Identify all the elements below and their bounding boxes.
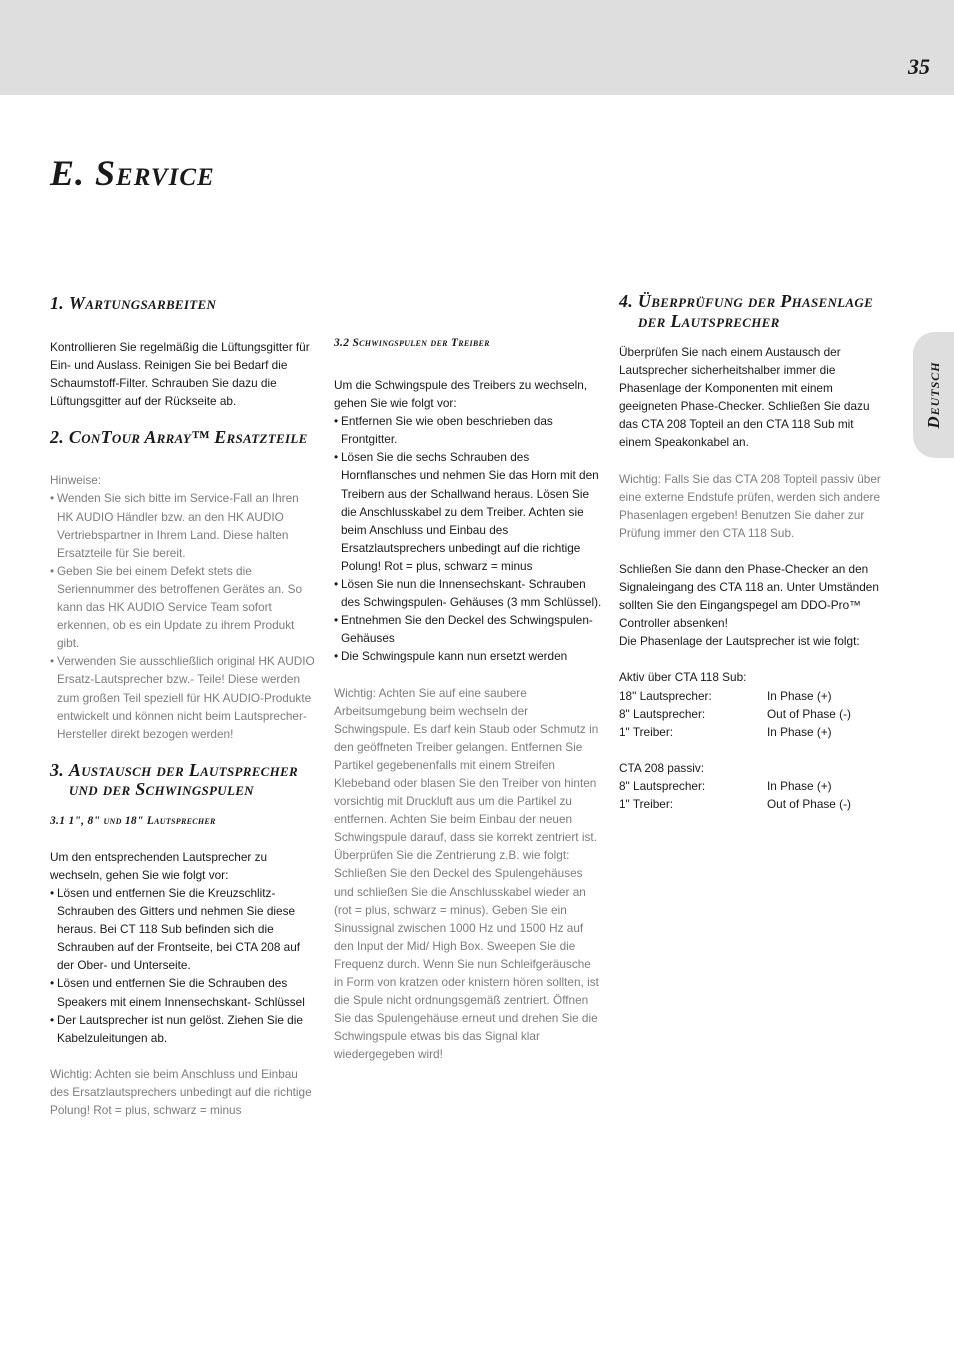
passive-phase-label: CTA 208 passiv: xyxy=(619,760,705,775)
section-3-1-steps xyxy=(50,884,318,1047)
table-row xyxy=(619,705,851,723)
section-4-title: Überprüfung der Phasenlage der Lautsprecher xyxy=(637,291,874,331)
section-4-heading xyxy=(619,292,887,331)
passive-phase-table xyxy=(619,777,851,813)
column-1 xyxy=(50,294,318,1119)
section-4-body-2: Schließen Sie dann den Phase-Checker an den Signaleingang des CTA 118 an. Unter Umständen sollten Sie den Eingangspegel am DDO-Pro™ Controller absenken! xyxy=(619,561,879,631)
list-item: • Wenden Sie sich bitte im Service-Fall an Ihren HK AUDIO Händler bzw. an den HK AUDIO Vertriebspartner in Ihrem Land. Diese halten Ersatzteile für Sie bereit. xyxy=(50,489,318,561)
list-item: • Verwenden Sie ausschließlich original HK AUDIO Ersatz-Lautsprecher bzw.- Teile! Diese werden zum großen Teil speziell für HK AUDIO-Produkte entwickelt und können nicht beim Lautsprecher-Hersteller direkt bezogen werden! xyxy=(50,652,318,742)
section-2-number: 2. xyxy=(50,426,65,447)
section-3-title: Austausch der Lautsprecher und der Schwingspulen xyxy=(68,759,299,800)
section-1-heading xyxy=(50,294,318,314)
section-4-warning: Wichtig: Falls Sie das CTA 208 Topteil passiv über eine externe Endstufe prüfen, werden sich andere Phasenlagen ergeben! Benutzen Sie daher zur Prüfung immer den CTA 118 Sub. xyxy=(619,471,881,540)
list-item: • Geben Sie bei einem Defekt stets die Seriennummer des betroffenen Gerätes an. So kann das HK AUDIO Service Team sofort erkennen, ob es ein Update zu ihrem Produkt gibt. xyxy=(50,562,318,652)
speaker-phase: In Phase (+) xyxy=(767,688,832,703)
section-3-2-steps xyxy=(334,412,602,665)
speaker-phase: In Phase (+) xyxy=(767,724,832,739)
speaker-phase: Out of Phase (-) xyxy=(767,796,851,811)
speaker-name: 8" Lautsprecher: xyxy=(619,706,706,721)
speaker-name: 8" Lautsprecher: xyxy=(619,778,706,793)
list-item: • Entfernen Sie wie oben beschrieben das Frontgitter. xyxy=(334,412,602,448)
page-title: E. Service xyxy=(50,153,215,193)
section-1-number: 1. xyxy=(50,293,65,313)
section-2-title: ConTour Array™ Ersatzteile xyxy=(68,426,308,447)
list-item: • Der Lautsprecher ist nun gelöst. Ziehen Sie die Kabelzuleitungen ab. xyxy=(50,1011,318,1047)
speaker-name: 18" Lautsprecher: xyxy=(619,688,712,703)
list-item: • Lösen Sie nun die Innensechskant- Schrauben des Schwingspulen- Gehäuses (3 mm Schlüssel). xyxy=(334,575,602,611)
section-3-heading xyxy=(50,761,318,800)
section-3-1-warning: Wichtig: Achten sie beim Anschluss und Einbau des Ersatzlautsprechers unbedingt auf die richtige Polung! Rot = plus, schwarz = minus xyxy=(50,1066,312,1117)
list-item: • Lösen Sie die sechs Schrauben des Hornflansches und nehmen Sie das Horn mit den Treibern aus der Schallwand heraus. Lösen Sie die Anschlusskabel zu dem Treiber. Achten sie beim Anschluss und Einbau des Ersatzlautsprechers unbedingt auf die richtige Polung! Rot = plus, schwarz = minus xyxy=(334,448,602,575)
section-3-1-title: 3.1 1", 8" und 18" Lautsprecher xyxy=(50,814,216,827)
list-item: • Die Schwingspule kann nun ersetzt werden xyxy=(334,647,602,665)
section-3-1-intro: Um den entsprechenden Lautsprecher zu wechseln, gehen Sie wie folgt vor: xyxy=(50,849,268,882)
language-tab-label: Deutsch xyxy=(923,361,943,429)
column-3 xyxy=(619,292,887,813)
column-2 xyxy=(334,334,602,1063)
speaker-name: 1" Treiber: xyxy=(619,796,674,811)
speaker-phase: Out of Phase (-) xyxy=(767,706,851,721)
list-item: • Lösen und entfernen Sie die Kreuzschlitz-Schrauben des Gitters und nehmen Sie diese heraus. Bei CT 118 Sub befinden sich die Schrauben auf der Frontseite, bei CTA 208 auf der Ober- und Unterseite. xyxy=(50,884,318,974)
notes-list xyxy=(50,489,318,742)
list-item: • Lösen und entfernen Sie die Schrauben des Speakers mit einem Innensechskant- Schlüssel xyxy=(50,974,318,1010)
language-tab xyxy=(913,332,954,458)
section-3-2-warning-continued: Schließen Sie den Deckel des Spulengehäuses und schließen Sie die Anschlusskabel wieder an (rot = plus, schwarz = minus). Geben Sie ein Sinussignal zwischen 1000 Hz und 1500 Hz auf den Input der Mid/ High Box. Sweepen Sie die Frequenz durch. Wenn Sie nun Schleifgeräusche in Form von kratzen oder knistern hören sollten, ist die Spule nicht ordnungsgemäß zentriert. Öffnen Sie das Spulengehäuse erneut und drehen Sie die Schwingspule etwas bis das Signal klar wiedergegeben wird! xyxy=(334,866,599,1062)
section-3-number: 3. xyxy=(50,759,65,780)
page-number: 35 xyxy=(908,54,930,79)
section-4-body: Überprüfen Sie nach einem Austausch der Lautsprecher sicherheitshalber immer die Phasenlage der Komponenten mit einem geeigneten Phase-Checker. Schließen Sie dazu das CTA 208 Topteil an den CTA 118 Sub mit einem Speakonkabel an. xyxy=(619,345,870,450)
section-1-title: Wartungsarbeiten xyxy=(68,293,217,313)
table-row xyxy=(619,687,851,705)
section-3-2-warning: Wichtig: Achten Sie auf eine saubere Arbeitsumgebung beim wechseln der Schwingspule. Es darf kein Staub oder Schmutz in den geöffneten Treiber gelangen. Entfernen Sie Partikel gegebenenfalls mit einem Streifen Klebeband oder blasen Sie den Treiber von hinten vorsichtig mit Druckluft aus um die Partikel zu entfernen. Achten Sie beim Einbau der neuen Schwingspule darauf, dass sie korrekt zentriert ist. Überprüfen Sie die Zentrierung z.B. wie folgt: xyxy=(334,685,599,863)
section-1-body: Kontrollieren Sie regelmäßig die Lüftungsgitter für Ein- und Auslass. Reinigen Sie bei Bedarf die Schaumstoff-Filter. Schrauben Sie dazu die Lüftungsgitter auf der Rückseite ab. xyxy=(50,339,310,408)
section-3-2-intro: Um die Schwingspule des Treibers zu wechseln, gehen Sie wie folgt vor: xyxy=(334,378,588,411)
active-phase-label: Aktiv über CTA 118 Sub: xyxy=(619,670,747,685)
header-bar xyxy=(0,0,954,95)
section-3-2-title: 3.2 Schwingspulen der Treiber xyxy=(334,337,490,349)
section-4-number: 4. xyxy=(619,291,634,311)
speaker-name: 1" Treiber: xyxy=(619,724,674,739)
table-row xyxy=(619,777,851,795)
table-row xyxy=(619,723,851,741)
active-phase-table xyxy=(619,687,851,741)
list-item: • Entnehmen Sie den Deckel des Schwingspulen-Gehäuses xyxy=(334,611,602,647)
notes-label: Hinweise: xyxy=(50,473,102,488)
table-row xyxy=(619,795,851,813)
section-4-body-3: Die Phasenlage der Lautsprecher ist wie folgt: xyxy=(619,634,860,649)
speaker-phase: In Phase (+) xyxy=(767,778,832,793)
section-2-heading xyxy=(50,428,318,448)
